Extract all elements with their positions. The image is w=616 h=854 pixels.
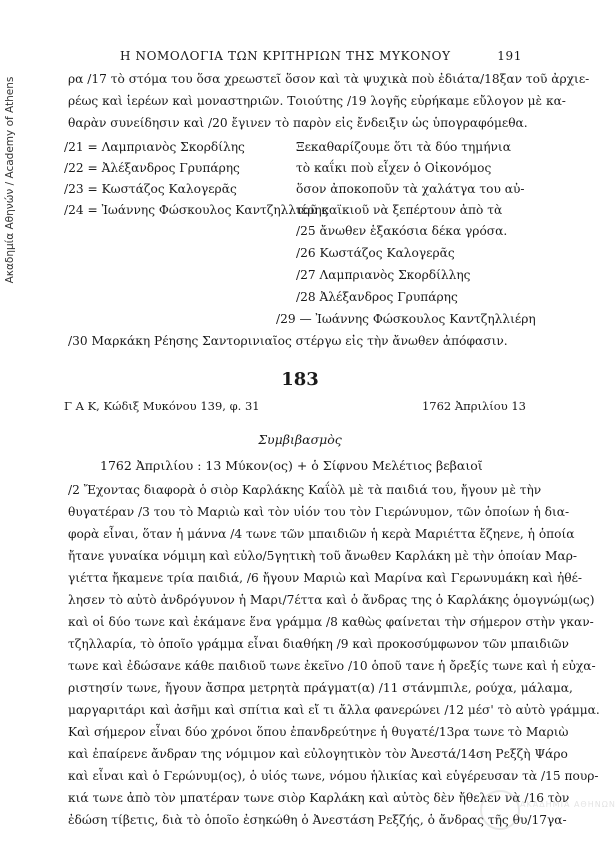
page-number: 191 [497,49,522,63]
body-line: τζηλλαρία, τὸ ὁποῖο γράμμα εἶναι διαθήκη /9 καὶ προκοσύμφωνον τῶν μπαιδιῶν [68,637,569,651]
signature-line: /28 Ἀλέξανδρος Γρυπάρης [296,290,458,304]
archive-stamp [2,40,18,320]
note-line: τοῦ καϊκιοῦ νὰ ξεπέρτουν ἀπὸ τὰ [296,203,503,217]
body-line: μαργαριτάρι καὶ ἀσῆμι καὶ σπίτια καὶ εἴ τι ἄλλα φανερώνει /12 μέσ' τὸ αὐτὸ γράμμα. [68,703,600,717]
note-line: Ξεκαθαρίζουμε ὅτι τὰ δύο τημήνια [296,140,511,154]
seal-icon [480,790,520,830]
document-subtitle: Συμβιβασμὸς [258,432,342,447]
signature-line: /21 = Λαμπριανὸς Σκορδίλης [64,140,245,154]
body-line: λησεν τὸ αὐτὸ ἀνδρόγυνον ἡ Μαρι/7έττα καὶ ὁ ἄνδρας της ὁ Καρλάκης ὁμογνώμ(ως) [68,593,595,607]
body-line: ριστησίν τωνε, ἤγουν ἄσπρα μετρητὰ πράγματ(α) /11 στάνμπιλε, ρούχα, μάλαμα, [68,681,573,695]
note-line: /25 ἄνωθεν ἑξακόσια δέκα γρόσα. [296,224,508,238]
text-line: θαρὰν συνείδησιν καὶ /20 ἔγινεν τὸ παρὸν εἰς ἔνδειξιν ὡς ὑπογραφόμεθα. [68,116,528,130]
note-line: ὅσον ἀποκοποῦν τὰ χαλάτγα του αὐ- [296,182,525,196]
document-intro: 1762 Ἀπριλίου : 13 Μύκον(ος) + ὁ Σίφνου Μελέτιος βεβαιοῖ [100,458,483,473]
body-line: τωνε καὶ ἐδώσανε κάθε παιδιοῦ τωνε ἐκεῖνο /10 ὁποῦ τανε ἡ ὄρεξίς τωνε καὶ ἡ εὐχα- [68,659,596,673]
body-line: καὶ οἱ δύο τωνε καὶ ἐκάμανε ἕνα γράμμα /8 καθὼς φαίνεται τὴν σήμερον στὴν γκαν- [68,615,594,629]
body-line: ἐδώση τίβετις, διὰ τὸ ὁποῖο ἐσηκώθη ὁ Ἀνεστάση Ρεξζής, ὁ ἄνδρας τῆς θυ/17γα- [68,813,567,827]
body-line: θυγατέραν /3 του τὸ Μαριὼ καὶ τὸν υἱόν του τὸν Γιερώνυμον, τῶν ὁποίων ἡ δια- [68,505,570,519]
academy-watermark [480,788,616,828]
running-head-title: Η ΝΟΜΟΛΟΓΙΑ ΤΩΝ ΚΡΙΤΗΡΙΩΝ ΤΗΣ ΜΥΚΟΝΟΥ [120,49,451,63]
signature-line: /29 — Ἰωάννης Φώσκουλος Καντζηλλιέρη [276,312,536,326]
watermark-text: ΑΚΑΔΗΜΙΑ ΑΘΗΝΩΝ [520,800,616,809]
signature-line: /22 = Ἀλέξανδρος Γρυπάρης [64,161,240,175]
body-line: Καὶ σήμερον εἶναι δύο χρόνοι ὅπου ἐπανδρεύτηνε ἡ θυγατέ/13ρα τωνε τὸ Μαριὼ [68,725,569,739]
body-line: καὶ ἐπαίρενε ἄνδραν της νόμιμον καὶ εὐλογητικὸν τὸν Ἀνεστά/14ση Ρεξζὴ Ψάρο [68,747,568,761]
body-line: κιά τωνε ἀπὸ τὸν μπατέραν τωνε σιὸρ Καρλάκη καὶ αὐτὸς δὲν ἤθελεν νὰ /16 τὸν [68,791,570,805]
body-line: φορὰ εἶναι, ὅταν ἡ μάννα /4 τωνε τῶν μπαιδιῶν ἡ κερὰ Μαριέττα ἔζηενε, ἡ ὁποία [68,527,575,541]
signature-line: /23 = Κωστάζος Καλογερᾶς [64,182,237,196]
closing-line: /30 Μαρκάκη Ρέησης Σαντορινιαῖος στέργω εἰς τὴν ἄνωθεν ἀπόφασιν. [68,334,508,348]
document-date: 1762 Ἀπριλίου 13 [421,399,526,413]
body-line: γιέττα ἤκαμενε τρία παιδιά, /6 ἤγουν Μαριὼ καὶ Μαρίνα καὶ Γερωνυμάκη καὶ ἠθέ- [68,571,583,585]
signature-line: /27 Λαμπριανὸς Σκορδίλλης [296,268,471,282]
text-line: ρέως καὶ ἱερέων καὶ μοναστηριῶν. Τοιούτης /19 λογῆς εὑρήκαμε εὔλογον μὲ κα- [68,94,566,108]
body-line: /2 Ἔχοντας διαφορὰ ὁ σιὸρ Καρλάκης Καΐὸλ μὲ τὰ παιδιά του, ἤγουν μὲ τὴν [68,483,542,497]
source-reference: Γ Α Κ, Κώδιξ Μυκόνου 139, φ. 31 [64,399,260,413]
archive-stamp-text: Ακαδημία Αθηνών / Academy of Athens [4,76,16,284]
body-line: καὶ εἶναι καὶ ὁ Γερώνυμ(ος), ὁ υἱός τωνε, νόμου ἡλικίας καὶ εὑγέρευσαν τὰ /15 πουρ- [68,769,599,783]
text-line: ρα /17 τὸ στόμα του ὅσα χρεωστεῖ ὅσον καὶ τὰ ψυχικὰ ποὺ ἐδιάτα/18ξαν τοῦ ἀρχιε- [68,72,590,86]
document-number: 183 [281,369,319,390]
body-line: ἤτανε γυναίκα νόμιμη καὶ εὐλο/5γητικὴ τοῦ ἄνωθεν Καρλάκη μὲ τὴν ὁποίαν Μαρ- [68,549,578,563]
signature-line: /26 Κωστάζος Καλογερᾶς [296,246,455,260]
note-line: τὸ καΐκι ποὺ εἶχεν ὁ Οἰκονόμος [296,161,492,175]
signature-line: /24 = Ἰωάννης Φώσκουλος Καντζηλλιέρης [64,203,329,217]
